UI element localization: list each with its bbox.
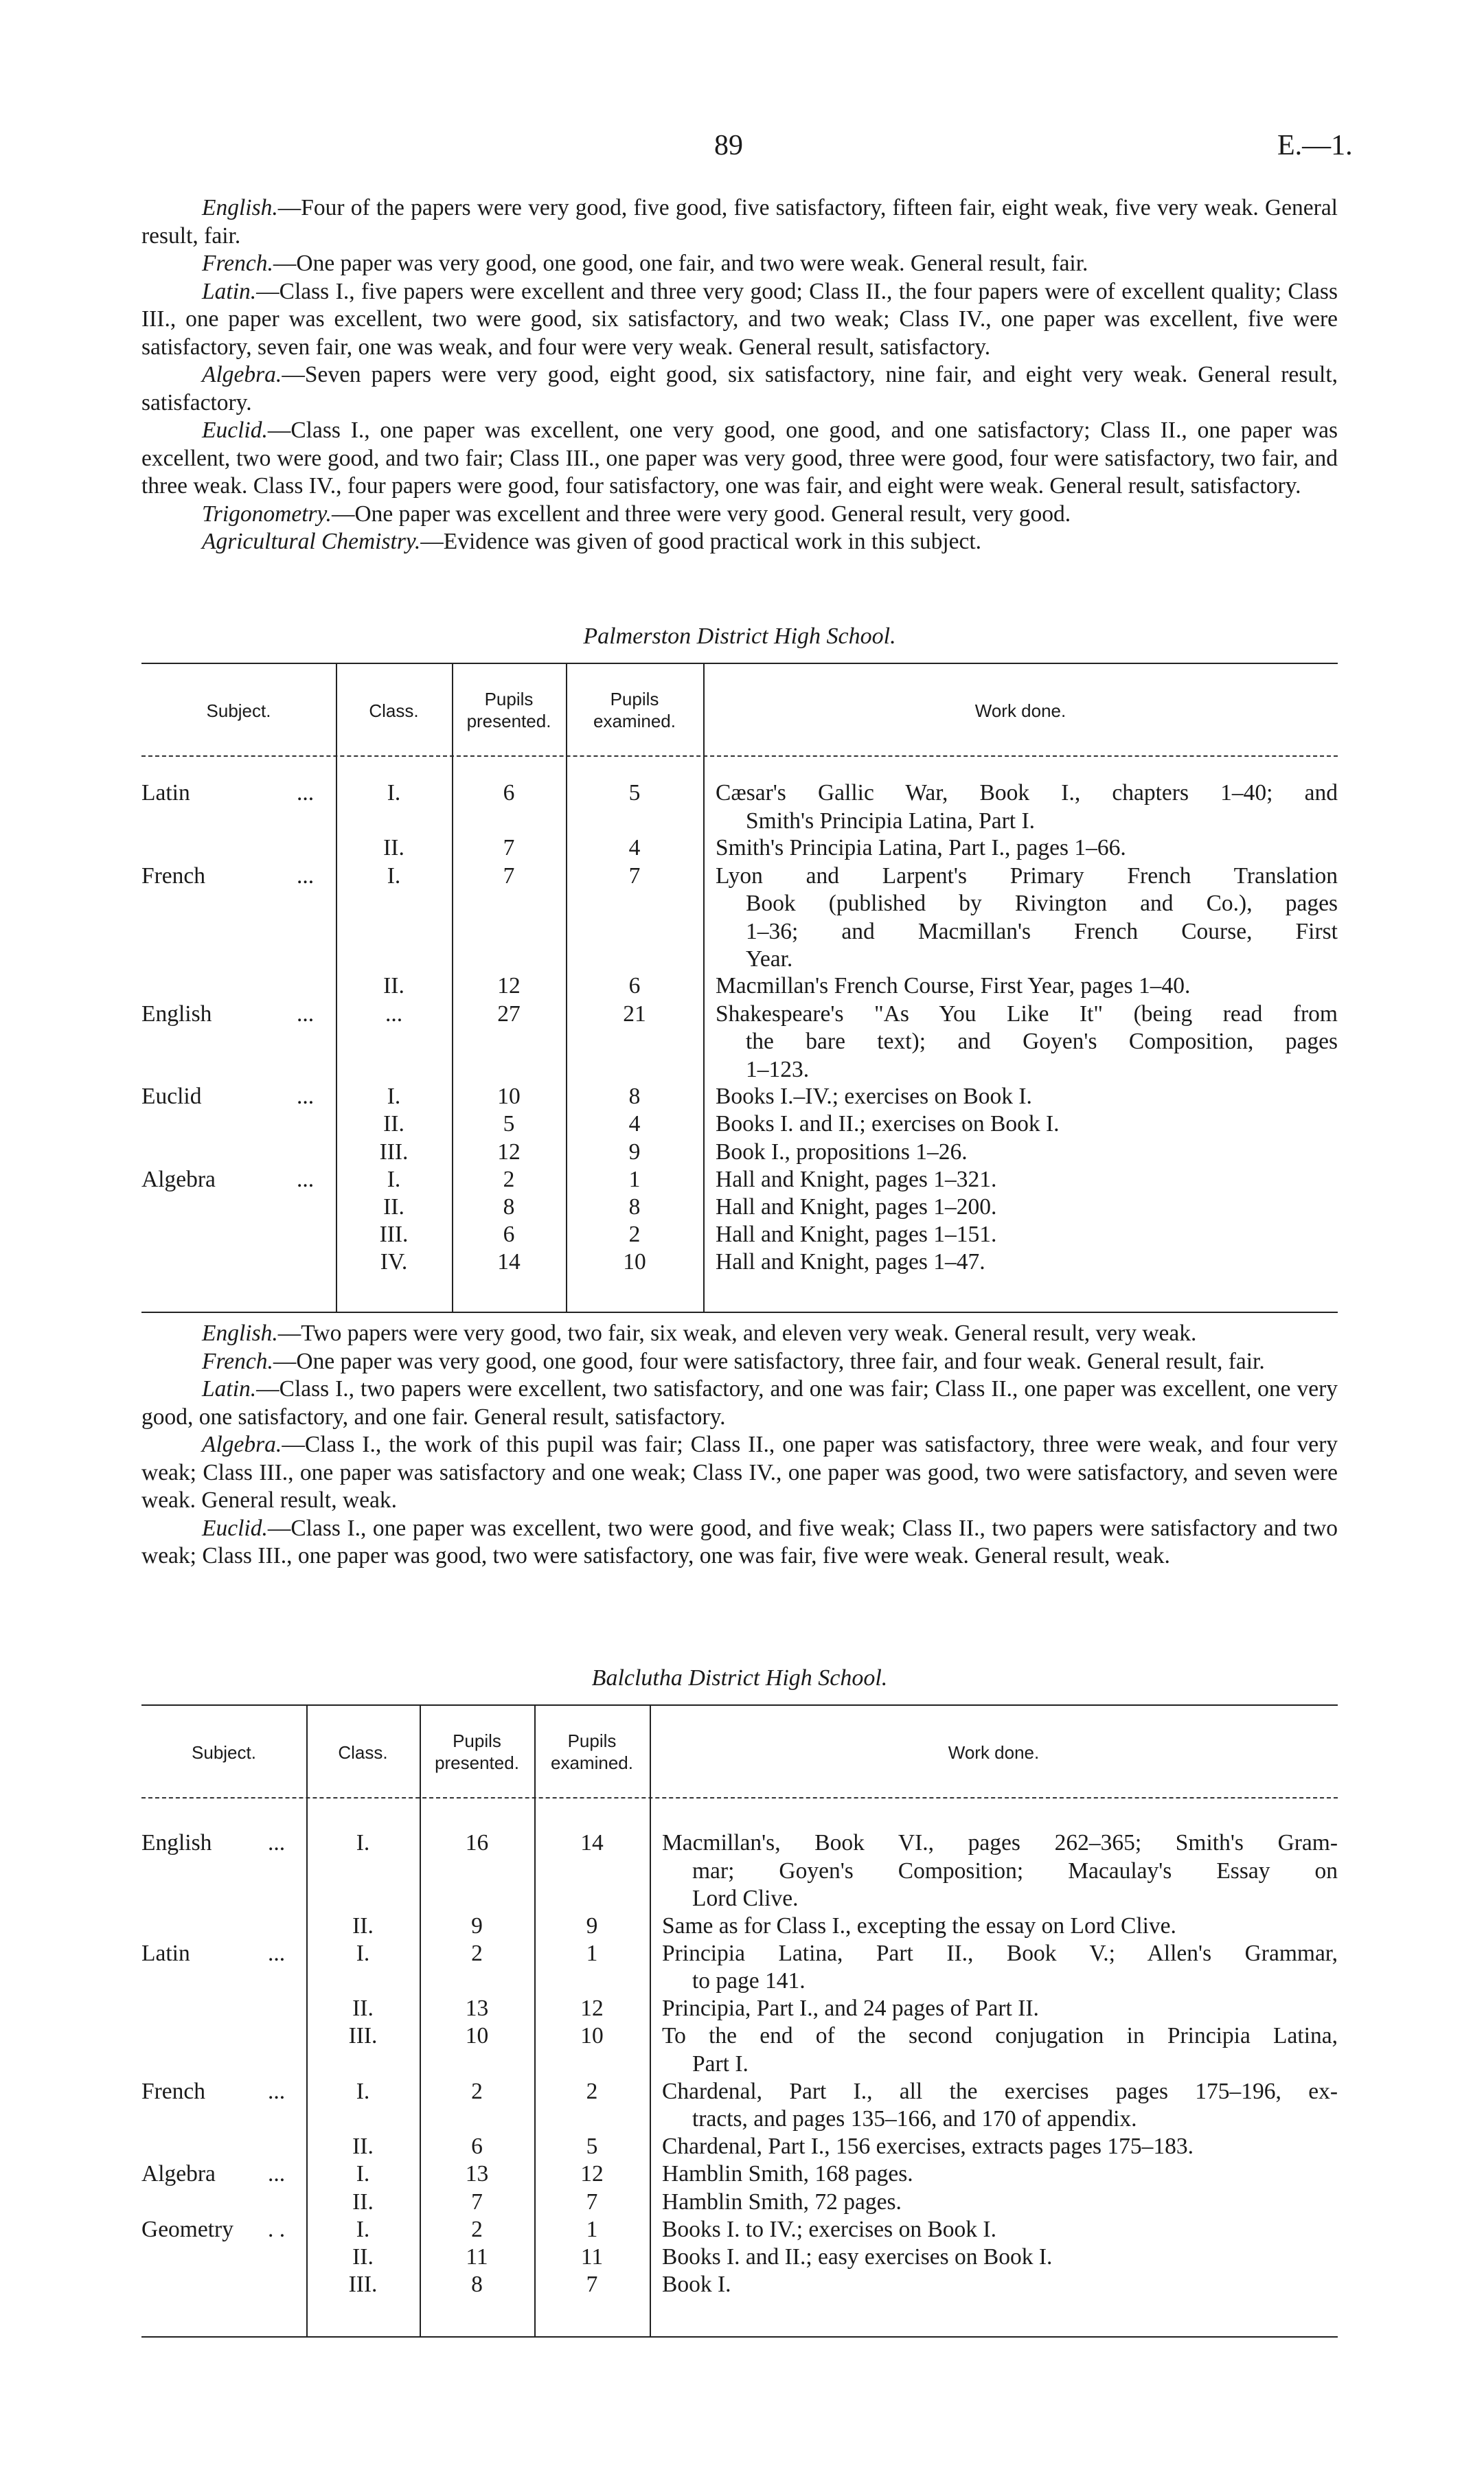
row-examined: 9: [628, 1139, 641, 1165]
row-presented: 7: [503, 835, 515, 861]
row-examined: 10: [580, 2023, 604, 2049]
work-done-line: 1–36; and Macmillan's French Course, First: [746, 918, 1338, 944]
work-done-line: Lyon and Larpent's Primary French Translation: [716, 863, 1338, 889]
row-subject: Latin: [141, 780, 190, 806]
table-bottom-rule: [141, 2336, 1338, 2338]
work-done-line: mar; Goyen's Composition; Macaulay's Essay on: [692, 1858, 1338, 1884]
row-work-done: [716, 1110, 1338, 1139]
row-examined: 4: [628, 835, 641, 861]
work-done-line: To the end of the second conjugation in Principia Latina,: [662, 2023, 1338, 2049]
work-done-line: Hamblin Smith, 72 pages.: [662, 2189, 902, 2215]
row-class: III.: [348, 2023, 378, 2049]
row-presented: 14: [497, 1249, 521, 1275]
work-done-line: Hall and Knight, pages 1–151.: [716, 1222, 997, 1248]
header-work: Work done.: [974, 700, 1066, 721]
report-paragraph: [141, 528, 1338, 556]
row-examined: 4: [628, 1111, 641, 1137]
row-work-done: [662, 1829, 1338, 1913]
row-work-done: [662, 2271, 1338, 2299]
report-paragraph: [141, 361, 1338, 417]
row-subject: Euclid: [141, 1084, 202, 1110]
header-examined: Pupils: [567, 1731, 617, 1751]
row-class: I.: [356, 1830, 370, 1856]
row-presented: 12: [497, 973, 521, 999]
row-presented: 13: [465, 1996, 489, 2022]
subject-heading: Latin.: [202, 278, 257, 304]
header-presented: presented.: [435, 1753, 519, 1773]
row-presented: 9: [471, 1913, 483, 1939]
row-work-done: [716, 1194, 1338, 1222]
row-leader-dots: ...: [268, 2078, 286, 2104]
row-leader-dots: ...: [297, 1166, 315, 1192]
work-done-line: Books I. to IV.; exercises on Book I.: [662, 2216, 996, 2242]
row-examined: 6: [628, 973, 641, 999]
row-work-done: [716, 1139, 1338, 1167]
subject-heading: English.: [202, 195, 278, 220]
report-paragraph: [141, 1348, 1338, 1376]
table-1-title: Palmerston District High School.: [583, 624, 896, 649]
row-work-done: [716, 1248, 1338, 1277]
header-examined: examined.: [593, 711, 676, 731]
row-presented: 11: [466, 2244, 488, 2270]
row-class: I.: [387, 863, 401, 889]
row-presented: 5: [503, 1111, 515, 1137]
paragraph-text: —Class I., five papers were excellent and three very good; Class II., the four papers were of excellent quality; Class III., one paper was excellent, two were good, six satisfactory, and two weak; Class IV., one paper was excellent, five were satisfactory, seven fair, one was weak, and four were very weak. General result, satisfactory.: [141, 278, 1338, 360]
row-presented: 2: [471, 2216, 483, 2242]
row-class: II.: [352, 1913, 374, 1939]
report-paragraph: [141, 1375, 1338, 1431]
row-presented: 6: [503, 780, 515, 806]
work-done-line: 1–123.: [746, 1056, 810, 1082]
row-subject: English: [141, 1001, 212, 1027]
work-done-line: Books I.–IV.; exercises on Book I.: [716, 1084, 1032, 1110]
row-presented: 12: [497, 1139, 521, 1165]
header-presented: Pupils: [484, 689, 534, 709]
row-leader-dots: ...: [297, 1001, 315, 1027]
row-presented: 13: [465, 2161, 489, 2187]
report-paragraph: [141, 1515, 1338, 1571]
row-examined: 7: [628, 863, 641, 889]
row-examined: 5: [628, 780, 641, 806]
row-examined: 2: [628, 1222, 641, 1248]
row-presented: 27: [497, 1001, 521, 1027]
work-done-line: Hall and Knight, pages 1–47.: [716, 1249, 985, 1275]
row-subject: Algebra: [141, 1166, 216, 1192]
work-done-line: Hall and Knight, pages 1–321.: [716, 1166, 997, 1192]
row-leader-dots: ...: [268, 1940, 286, 1966]
subject-heading: Algebra.: [202, 1432, 282, 1457]
header-presented: presented.: [466, 711, 551, 731]
row-leader-dots: ...: [268, 2161, 286, 2187]
subject-heading: Latin.: [202, 1376, 257, 1402]
row-subject: Algebra: [141, 2161, 216, 2187]
row-class: II.: [352, 1996, 374, 2022]
row-examined: 10: [623, 1249, 646, 1275]
row-class: I.: [356, 2161, 370, 2187]
report-paragraph: [141, 501, 1338, 529]
row-presented: 2: [471, 1940, 483, 1966]
row-examined: 5: [586, 2134, 598, 2160]
row-subject: Latin: [141, 1940, 190, 1966]
subject-heading: English.: [202, 1321, 278, 1346]
row-presented: 2: [503, 1166, 515, 1192]
row-examined: 8: [628, 1084, 641, 1110]
row-class: I.: [387, 780, 401, 806]
row-presented: 2: [471, 2078, 483, 2104]
table-top-rule: [141, 1704, 1338, 1706]
work-done-line: Books I. and II.; exercises on Book I.: [716, 1111, 1060, 1137]
work-done-line: Book I.: [662, 2272, 731, 2298]
header-class: Class.: [369, 700, 419, 721]
row-examined: 14: [580, 1830, 604, 1856]
work-done-line: Hall and Knight, pages 1–200.: [716, 1194, 997, 1220]
row-leader-dots: ...: [297, 863, 315, 889]
row-examined: 9: [586, 1913, 598, 1939]
work-done-line: Lord Clive.: [692, 1886, 799, 1911]
paragraph-text: —One paper was excellent and three were very good. General result, very good.: [331, 501, 1071, 527]
work-done-line: Macmillan's French Course, First Year, pages 1–40.: [716, 973, 1191, 999]
row-examined: 12: [580, 1996, 604, 2022]
row-leader-dots: ...: [297, 780, 315, 806]
row-presented: 10: [465, 2023, 489, 2049]
header-subject: Subject.: [206, 700, 271, 721]
row-subject: French: [141, 2078, 206, 2104]
row-work-done: [662, 1940, 1338, 1996]
row-examined: 12: [580, 2161, 604, 2187]
header-class: Class.: [338, 1742, 388, 1763]
row-work-done: [662, 1913, 1338, 1941]
page-number: 89: [714, 130, 743, 161]
table-header-rule: [141, 755, 1338, 757]
report-paragraph: [141, 1431, 1338, 1515]
row-examined: 1: [586, 1940, 598, 1966]
paragraph-text: —Seven papers were very good, eight good, six satisfactory, nine fair, and eight very weak. General result, satisfactory.: [141, 362, 1338, 415]
row-examined: 21: [623, 1001, 646, 1027]
row-work-done: [716, 779, 1338, 835]
work-done-line: Smith's Principia Latina, Part I.: [746, 808, 1036, 834]
row-class: III.: [379, 1222, 409, 1248]
row-class: I.: [387, 1166, 401, 1192]
subject-heading: Euclid.: [202, 418, 268, 443]
row-work-done: [662, 2189, 1338, 2217]
work-done-line: Book (published by Rivington and Co.), pages: [746, 891, 1338, 917]
header-examined: examined.: [551, 1753, 633, 1773]
table-header-rule: [141, 1797, 1338, 1799]
work-done-line: Cæsar's Gallic War, Book I., chapters 1–40; and: [716, 780, 1338, 806]
work-done-line: Chardenal, Part I., all the exercises pages 175–196, ex-: [662, 2078, 1338, 2104]
row-examined: 8: [628, 1194, 641, 1220]
work-done-line: Same as for Class I., excepting the essay on Lord Clive.: [662, 1913, 1176, 1939]
paragraph-text: —Class I., two papers were excellent, two satisfactory, and one was fair; Class II., one paper was excellent, one very good, one satisfactory, and one fair. General result, satisfactory.: [141, 1376, 1338, 1430]
work-done-line: tracts, and pages 135–166, and 170 of appendix.: [692, 2106, 1137, 2132]
row-presented: 7: [471, 2189, 483, 2215]
row-class: II.: [383, 835, 404, 861]
paragraph-text: —One paper was very good, one good, four were satisfactory, three fair, and four weak. General result, fair.: [273, 1348, 1265, 1374]
report-paragraph: [141, 278, 1338, 362]
row-work-done: [716, 1166, 1338, 1194]
paragraph-text: —Class I., one paper was excellent, two were good, and five weak; Class II., two papers were satisfactory and two weak; Class III., one paper was good, two were satisfactory, one was fair, five were weak. General result, weak.: [141, 1515, 1338, 1568]
document-reference: E.—1.: [1277, 130, 1353, 161]
row-presented: 8: [503, 1194, 515, 1220]
row-class: III.: [348, 2272, 378, 2298]
row-examined: 1: [628, 1166, 641, 1192]
paragraph-text: —Two papers were very good, two fair, six weak, and eleven very weak. General result, very weak.: [277, 1321, 1197, 1346]
row-class: III.: [379, 1139, 409, 1165]
work-done-line: Book I., propositions 1–26.: [716, 1139, 968, 1165]
table-top-rule: [141, 663, 1338, 664]
paragraph-text: —Four of the papers were very good, five good, five satisfactory, fifteen fair, eight weak, five very weak. General result, fair.: [141, 195, 1338, 249]
row-work-done: [662, 2133, 1338, 2161]
column-divider: [650, 1704, 651, 2336]
report-section-2: [141, 1320, 1338, 1571]
row-work-done: [716, 863, 1338, 974]
row-class: I.: [356, 2078, 370, 2104]
row-work-done: [716, 1001, 1338, 1084]
row-subject: French: [141, 863, 206, 889]
row-presented: 8: [471, 2272, 483, 2298]
row-leader-dots: ...: [297, 1084, 315, 1110]
row-class: I.: [356, 1940, 370, 1966]
table-balclutha: [141, 1704, 1338, 2350]
row-work-done: [662, 2160, 1338, 2189]
subject-heading: French.: [202, 1348, 273, 1374]
row-leader-dots: . .: [268, 2216, 286, 2242]
work-done-line: Year.: [746, 946, 793, 972]
paragraph-text: —Class I., one paper was excellent, one very good, one good, and one satisfactory; Class II., one paper was excellent, two were good, and two fair; Class III., one paper was very good, three were good, four were satisfactory, two fair, and three weak. Class IV., four papers were good, four satisfactory, one was fair, and eight were weak. General result, satisfactory.: [141, 418, 1338, 499]
work-done-line: Macmillan's, Book VI., pages 262–365; Smith's Gram-: [662, 1830, 1338, 1856]
row-work-done: [716, 972, 1338, 1001]
header-subject: Subject.: [192, 1742, 256, 1763]
subject-heading: Euclid.: [202, 1515, 268, 1541]
work-done-line: Hamblin Smith, 168 pages.: [662, 2161, 913, 2187]
row-presented: 10: [497, 1084, 521, 1110]
row-work-done: [662, 2022, 1338, 2078]
table-bottom-rule: [141, 1312, 1338, 1313]
subject-heading: French.: [202, 251, 273, 276]
table-palmerston: [141, 663, 1338, 1322]
work-done-line: Books I. and II.; easy exercises on Book I.: [662, 2244, 1053, 2270]
row-class: ...: [385, 1001, 403, 1027]
row-work-done: [716, 834, 1338, 863]
table-2-title: Balclutha District High School.: [591, 1665, 888, 1691]
subject-heading: Trigonometry.: [202, 501, 332, 527]
header-presented: Pupils: [453, 1731, 501, 1751]
paragraph-text: —Class I., the work of this pupil was fair; Class II., one paper was satisfactory, three were weak, and four very weak; Class III., one paper was satisfactory and one weak; Class IV., one paper was good, two were satisfactory, and seven were weak. General result, weak.: [141, 1432, 1338, 1513]
row-work-done: [716, 1083, 1338, 1111]
subject-heading: Agricultural Chemistry.: [202, 529, 421, 554]
row-examined: 2: [586, 2078, 598, 2104]
row-subject: Geometry: [141, 2216, 233, 2242]
work-done-line: Principia, Part I., and 24 pages of Part II.: [662, 1996, 1039, 2022]
row-class: II.: [352, 2134, 374, 2160]
row-examined: 7: [586, 2189, 598, 2215]
work-done-line: Principia Latina, Part II., Book V.; Allen's Grammar,: [662, 1940, 1338, 1966]
work-done-line: to page 141.: [692, 1968, 806, 1994]
row-class: I.: [387, 1084, 401, 1110]
work-done-line: Chardenal, Part I., 156 exercises, extracts pages 175–183.: [662, 2134, 1194, 2160]
row-work-done: [662, 1995, 1338, 2023]
row-examined: 1: [586, 2216, 598, 2242]
row-examined: 11: [580, 2244, 604, 2270]
subject-heading: Algebra.: [202, 362, 282, 387]
row-class: II.: [383, 1111, 404, 1137]
work-done-line: Smith's Principia Latina, Part I., pages 1–66.: [716, 835, 1126, 861]
row-examined: 7: [586, 2272, 598, 2298]
row-presented: 7: [503, 863, 515, 889]
work-done-line: Shakespeare's "As You Like It" (being read from: [716, 1001, 1338, 1027]
column-divider: [703, 663, 705, 1312]
report-paragraph: [141, 1320, 1338, 1348]
row-class: IV.: [380, 1249, 408, 1275]
work-done-line: the bare text); and Goyen's Composition, pages: [746, 1029, 1338, 1055]
report-paragraph: [141, 194, 1338, 250]
row-work-done: [662, 2216, 1338, 2244]
row-presented: 16: [465, 1830, 489, 1856]
row-leader-dots: ...: [268, 1830, 286, 1856]
row-subject: English: [141, 1830, 212, 1856]
row-class: II.: [383, 973, 404, 999]
paragraph-text: —Evidence was given of good practical work in this subject.: [420, 529, 982, 554]
report-paragraph: [141, 250, 1338, 278]
row-class: II.: [352, 2189, 374, 2215]
row-presented: 6: [471, 2134, 483, 2160]
row-presented: 6: [503, 1222, 515, 1248]
report-paragraph: [141, 417, 1338, 501]
work-done-line: Part I.: [692, 2051, 749, 2077]
report-section-1: [141, 194, 1338, 556]
header-examined: Pupils: [610, 689, 659, 709]
header-work: Work done.: [948, 1742, 1040, 1763]
row-work-done: [716, 1221, 1338, 1249]
paragraph-text: —One paper was very good, one good, one fair, and two were weak. General result, fair.: [273, 251, 1088, 276]
row-class: I.: [356, 2216, 370, 2242]
row-work-done: [662, 2244, 1338, 2272]
row-class: II.: [383, 1194, 404, 1220]
row-class: II.: [352, 2244, 374, 2270]
row-work-done: [662, 2078, 1338, 2134]
